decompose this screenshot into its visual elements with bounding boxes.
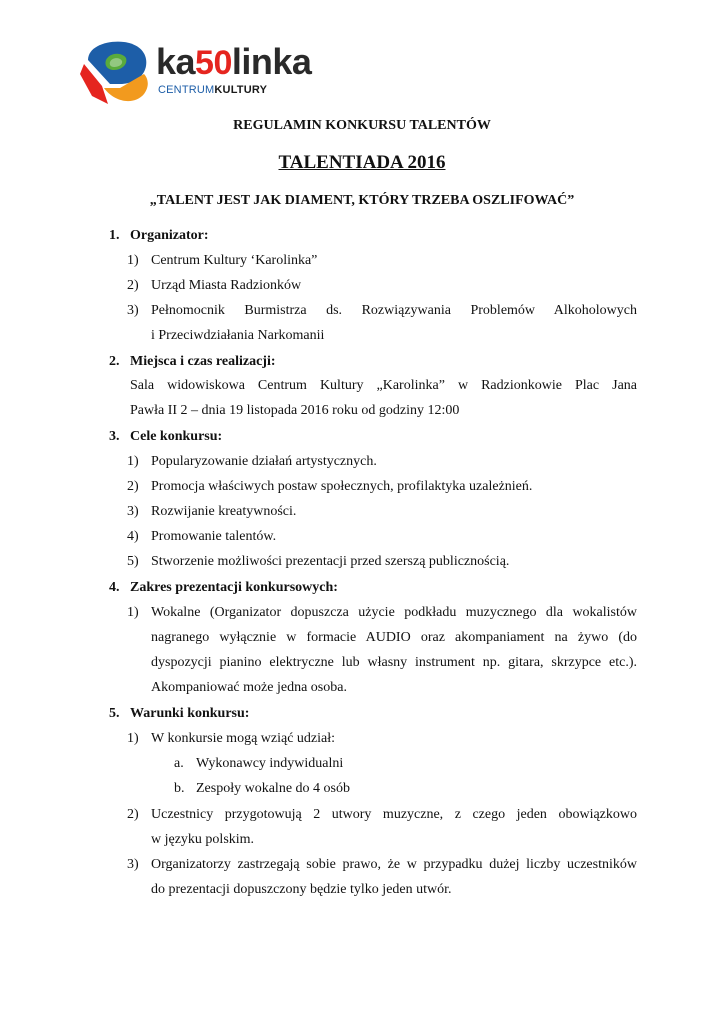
- list-marker: 1): [127, 731, 139, 746]
- list-item-line: do prezentacji dopuszczony będzie tylko jeden utwór.: [151, 882, 452, 897]
- logo-wordmark: ka50linka: [156, 41, 312, 82]
- list-item: Rozwijanie kreatywności.: [151, 504, 297, 519]
- regulation-heading: REGULAMIN KONKURSU TALENTÓW: [233, 118, 491, 133]
- list-marker: 1): [127, 454, 139, 469]
- paragraph-line: Sala widowiskowa Centrum Kultury „Karolinka” w Radzionkowie Plac Jana: [130, 378, 637, 393]
- list-marker: 5): [127, 554, 139, 569]
- list-item: W konkursie mogą wziąć udział:: [151, 731, 336, 746]
- list-item: Popularyzowanie działań artystycznych.: [151, 454, 377, 469]
- list-item-line: Uczestnicy przygotowują 2 utwory muzyczne, z czego jeden obowiązkowo: [151, 807, 637, 822]
- list-item: Centrum Kultury ‘Karolinka”: [151, 253, 318, 268]
- list-marker: 4): [127, 529, 139, 544]
- list-item: Urząd Miasta Radzionków: [151, 278, 302, 293]
- document-title: TALENTIADA 2016: [278, 152, 446, 173]
- list-item-line: Pełnomocnik Burmistrza ds. Rozwiązywania Problemów Alkoholowych: [151, 303, 637, 318]
- sublist-item: Zespoły wokalne do 4 osób: [196, 781, 350, 796]
- list-item-line: nagranego wyłącznie w formacie AUDIO oraz akompaniament na żywo (do: [151, 630, 637, 645]
- motto: „TALENT JEST JAK DIAMENT, KTÓRY TRZEBA OSZLIFOWAĆ”: [149, 193, 575, 208]
- sublist-marker: b.: [174, 781, 185, 796]
- list-marker: 3): [127, 504, 139, 519]
- list-item-line: Organizatorzy zastrzegają sobie prawo, że w przypadku dużej liczby uczestników: [151, 857, 637, 872]
- list-marker: 2): [127, 278, 139, 293]
- section-5-heading: 5. Warunki konkursu:: [109, 706, 250, 721]
- list-item-line: Wokalne (Organizator dopuszcza użycie podkładu muzycznego dla wokalistów: [151, 605, 637, 620]
- section-4-heading: 4. Zakres prezentacji konkursowych:: [109, 580, 338, 595]
- karolinka-logo-icon: [80, 38, 152, 110]
- section-2-heading: 2. Miejsca i czas realizacji:: [109, 354, 276, 369]
- list-item-line: dyspozycji pianino elektryczne lub własny instrument np. gitara, skrzypce etc.).: [151, 655, 637, 670]
- list-item-line: i Przeciwdziałania Narkomanii: [151, 328, 325, 343]
- logo-subtitle: CENTRUMKULTURY: [158, 84, 268, 96]
- list-marker: 1): [127, 605, 139, 620]
- list-marker: 3): [127, 857, 139, 872]
- section-3-heading: 3. Cele konkursu:: [109, 429, 223, 444]
- section-1-heading: 1. Organizator:: [109, 228, 209, 243]
- karolinka-logo: [80, 38, 320, 110]
- sublist-item: Wykonawcy indywidualni: [196, 756, 344, 771]
- list-marker: 1): [127, 253, 139, 268]
- list-item: Promowanie talentów.: [151, 529, 277, 544]
- list-item: Promocja właściwych postaw społecznych, profilaktyka uzależnień.: [151, 479, 533, 494]
- list-item: Stworzenie możliwości prezentacji przed szerszą publicznością.: [151, 554, 510, 569]
- list-marker: 2): [127, 479, 139, 494]
- list-item-line: Akompaniować może jedna osoba.: [151, 680, 347, 695]
- paragraph-line: Pawła II 2 – dnia 19 listopada 2016 roku od godziny 12:00: [130, 403, 460, 418]
- sublist-marker: a.: [174, 756, 184, 771]
- list-marker: 3): [127, 303, 139, 318]
- list-item-line: w języku polskim.: [151, 832, 255, 847]
- list-marker: 2): [127, 807, 139, 822]
